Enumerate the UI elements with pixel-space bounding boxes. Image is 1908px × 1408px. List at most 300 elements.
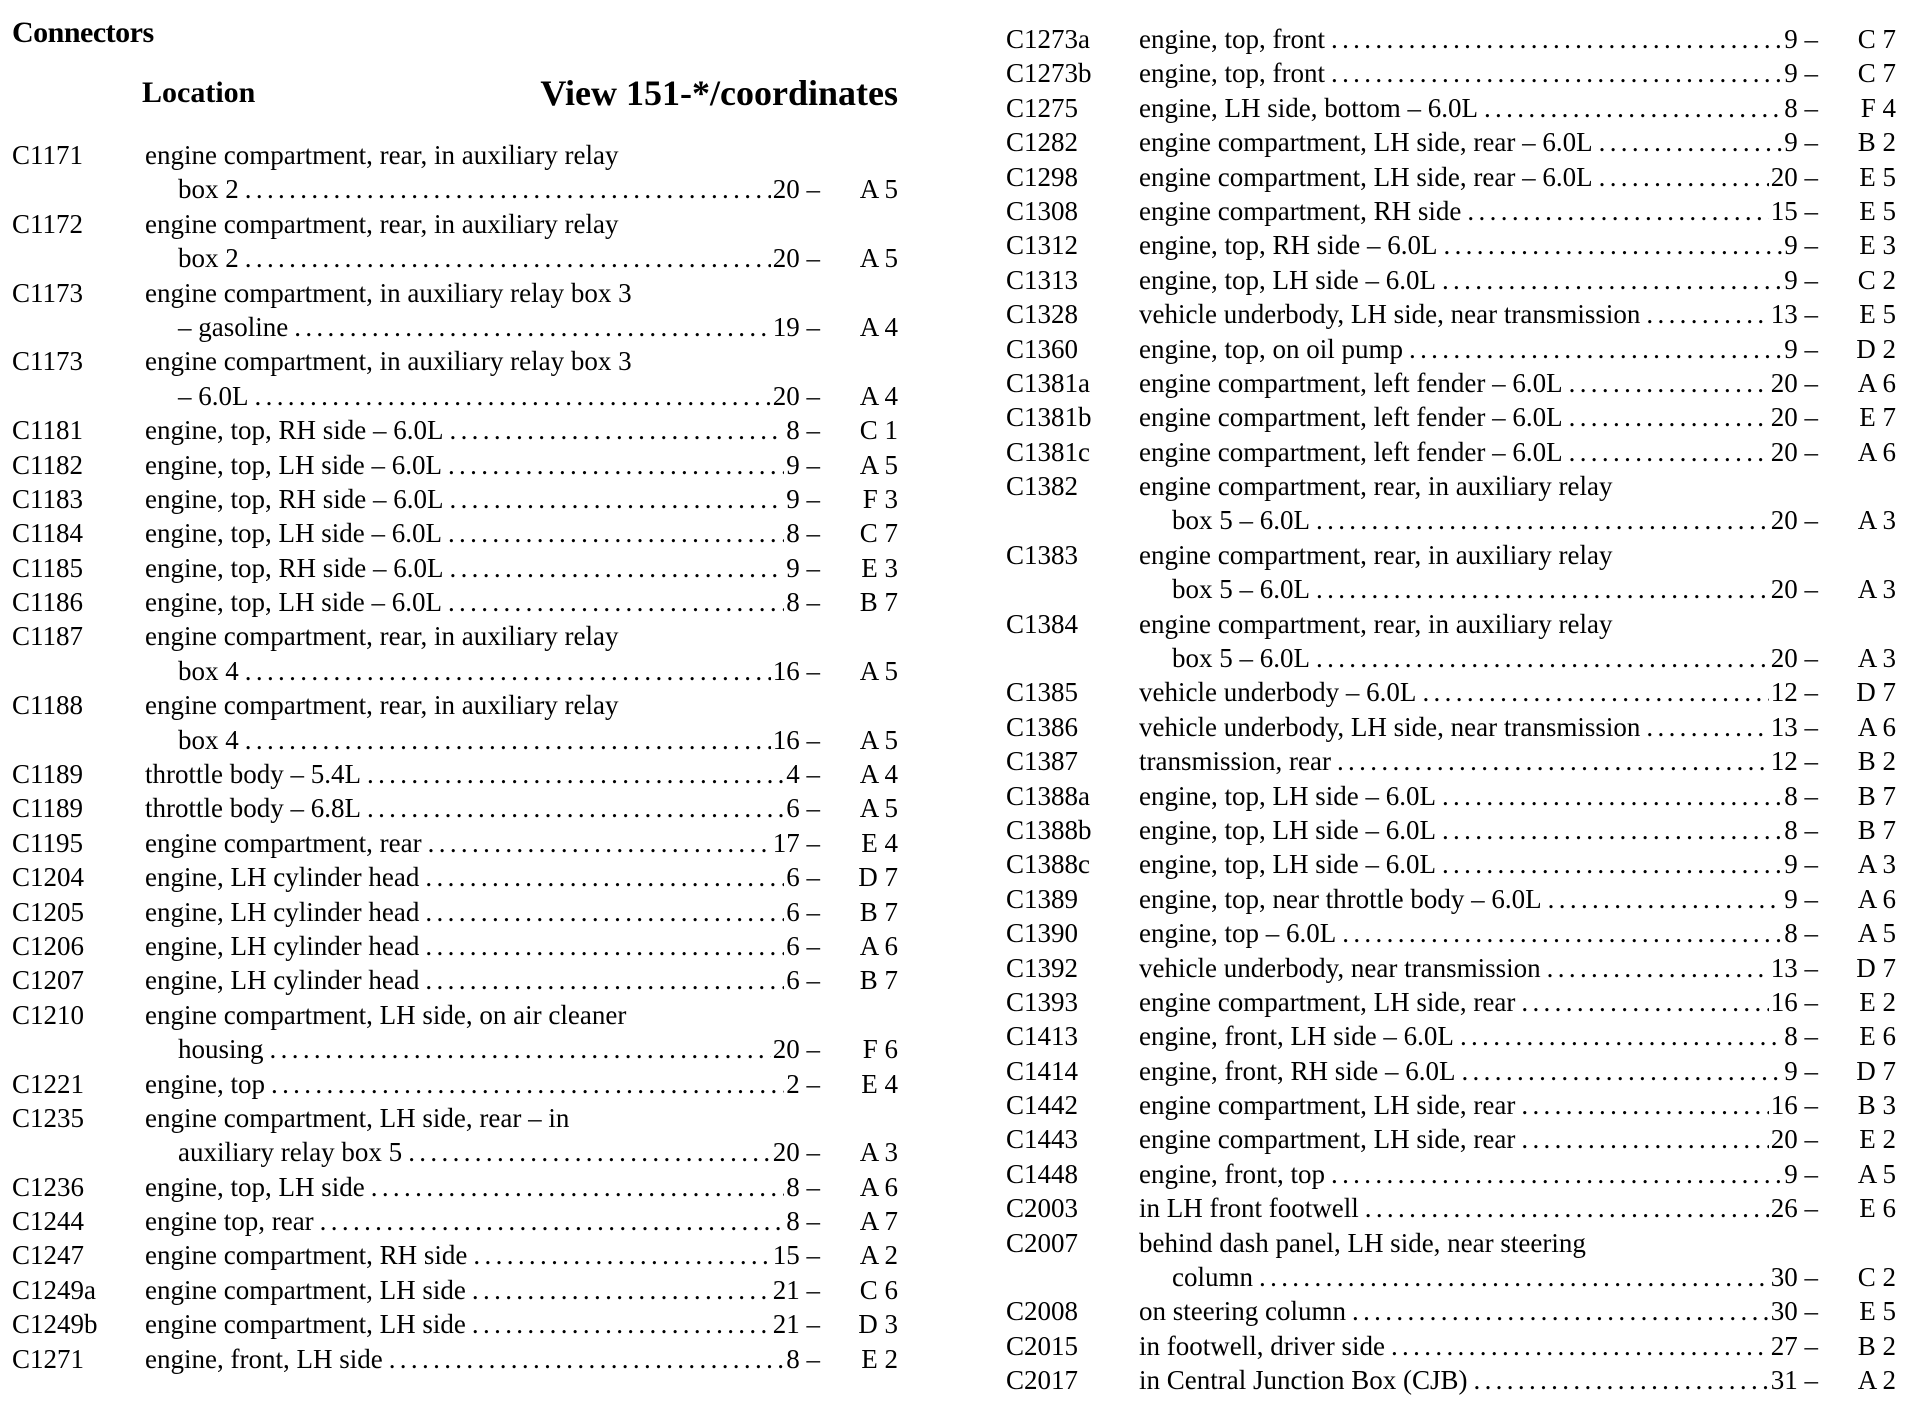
connector-code: C1298: [1006, 161, 1079, 192]
table-row: [12, 207, 898, 241]
location-text: engine compartment, rear, in auxiliary relay: [1139, 471, 1613, 502]
location-text: engine, top, LH side – 6.0L: [1139, 264, 1436, 295]
location-text: engine, front, top: [1139, 1158, 1325, 1189]
location-cell: [1139, 56, 1782, 90]
dot-leader: [1316, 572, 1769, 606]
location-text: engine, top, LH side – 6.0L: [1139, 780, 1436, 811]
dot-leader: [1409, 332, 1782, 366]
table-row: [12, 482, 898, 516]
location-text: throttle body – 5.4L: [145, 759, 361, 790]
location-text: engine compartment, left fender – 6.0L: [1139, 436, 1563, 467]
dot-leader: [1460, 1019, 1782, 1053]
table-row: [1006, 916, 1896, 950]
grid-coordinate: A 6: [1857, 367, 1896, 398]
view-number: 6 –: [786, 896, 820, 927]
grid-coordinate: A 4: [859, 380, 898, 411]
table-row: [1006, 675, 1896, 709]
table-row: [1006, 263, 1896, 297]
connector-code: C1275: [1006, 92, 1079, 123]
grid-coordinate: A 3: [859, 1137, 898, 1168]
dot-leader: [448, 585, 784, 619]
location-text: engine, LH cylinder head: [145, 965, 420, 996]
location-text: engine, top – 6.0L: [1139, 918, 1337, 949]
view-number: 2 –: [786, 1068, 820, 1099]
table-row: [12, 654, 898, 688]
connector-code: C1392: [1006, 952, 1079, 983]
view-number: 20 –: [1770, 574, 1818, 605]
dot-leader: [245, 241, 771, 275]
view-number: 20 –: [772, 1137, 820, 1168]
view-number: 8 –: [786, 1206, 820, 1237]
grid-coordinate: A 2: [1857, 1365, 1896, 1396]
location-text: engine, top, LH side – 6.0L: [1139, 849, 1436, 880]
grid-coordinate: E 2: [861, 1343, 898, 1374]
dot-leader: [245, 654, 771, 688]
dot-leader: [1331, 22, 1782, 56]
location-cell: [1139, 503, 1769, 537]
location-cell: [1139, 194, 1769, 228]
location-cell: [145, 516, 784, 550]
connector-code: C1207: [12, 965, 85, 996]
table-row: [1006, 332, 1896, 366]
location-cell: [1139, 228, 1782, 262]
view-number: 20 –: [1770, 1124, 1818, 1155]
grid-coordinate: E 3: [861, 552, 898, 583]
view-number: 9 –: [1784, 1055, 1818, 1086]
grid-coordinate: A 5: [859, 655, 898, 686]
table-row: [12, 1342, 898, 1376]
dot-leader: [367, 791, 784, 825]
connector-list-left: [12, 138, 898, 1376]
grid-coordinate: A 6: [1857, 711, 1896, 742]
view-number: 6 –: [786, 793, 820, 824]
location-cell: [145, 654, 771, 688]
dot-leader: [1422, 675, 1768, 709]
dot-leader: [449, 551, 784, 585]
connector-code: C1249b: [12, 1309, 98, 1340]
connector-list-right: [1006, 22, 1896, 1398]
view-number: 9 –: [786, 449, 820, 480]
location-cell: [1139, 297, 1769, 331]
connector-code: C1386: [1006, 711, 1079, 742]
grid-coordinate: A 7: [859, 1206, 898, 1237]
grid-coordinate: C 7: [1857, 58, 1896, 89]
location-cell: [145, 1067, 784, 1101]
location-cell: [1139, 160, 1769, 194]
table-row: [1006, 607, 1896, 641]
view-number: 8 –: [786, 518, 820, 549]
grid-coordinate: E 3: [1859, 230, 1896, 261]
location-text: engine compartment, LH side, on air cleaner: [145, 999, 627, 1030]
table-row: [1006, 228, 1896, 262]
connector-code: C1189: [12, 759, 84, 790]
table-row: [1006, 1088, 1896, 1122]
location-text: engine compartment, left fender – 6.0L: [1139, 402, 1563, 433]
grid-coordinate: E 4: [861, 827, 898, 858]
grid-coordinate: A 5: [859, 174, 898, 205]
location-text: box 4: [178, 655, 239, 686]
dot-leader: [371, 1170, 785, 1204]
connector-code: C1171: [12, 139, 84, 170]
grid-coordinate: E 7: [1859, 402, 1896, 433]
view-number: 15 –: [1770, 195, 1818, 226]
location-text: vehicle underbody, near transmission: [1139, 952, 1541, 983]
view-number: 26 –: [1770, 1193, 1818, 1224]
dot-leader: [1569, 400, 1769, 434]
location-text: engine, top, LH side – 6.0L: [145, 587, 442, 618]
grid-coordinate: A 5: [859, 793, 898, 824]
location-text: box 4: [178, 724, 239, 755]
grid-coordinate: E 5: [1859, 161, 1896, 192]
view-number: 20 –: [1770, 643, 1818, 674]
location-text: engine, front, RH side – 6.0L: [1139, 1055, 1456, 1086]
view-number: 8 –: [1784, 1021, 1818, 1052]
location-cell: [145, 1238, 771, 1272]
location-text: engine compartment, left fender – 6.0L: [1139, 367, 1563, 398]
dot-leader: [425, 963, 784, 997]
location-cell: [1139, 125, 1782, 159]
view-number: 9 –: [1784, 849, 1818, 880]
location-text: engine, top, front: [1139, 58, 1325, 89]
grid-coordinate: E 5: [1859, 299, 1896, 330]
table-row: [12, 998, 898, 1032]
view-number: 9 –: [1784, 230, 1818, 261]
table-row: [1006, 1054, 1896, 1088]
dot-leader: [255, 379, 771, 413]
view-number: 9 –: [1784, 883, 1818, 914]
location-text: engine, LH side, bottom – 6.0L: [1139, 92, 1478, 123]
view-number: 15 –: [772, 1240, 820, 1271]
view-number: 16 –: [1770, 1090, 1818, 1121]
connector-code: C1328: [1006, 299, 1079, 330]
table-row: [1006, 91, 1896, 125]
dot-leader: [472, 1307, 771, 1341]
grid-coordinate: E 6: [1859, 1021, 1896, 1052]
location-cell: [145, 826, 771, 860]
dot-leader: [320, 1204, 785, 1238]
view-number: 21 –: [772, 1309, 820, 1340]
connector-code: C1273a: [1006, 23, 1090, 54]
grid-coordinate: C 7: [1857, 23, 1896, 54]
location-cell: [145, 172, 771, 206]
connector-code: C1188: [12, 690, 84, 721]
location-cell: [1139, 1157, 1782, 1191]
view-number: 20 –: [1770, 161, 1818, 192]
location-cell: [145, 310, 771, 344]
grid-coordinate: E 6: [1859, 1193, 1896, 1224]
table-row: [1006, 435, 1896, 469]
view-number: 13 –: [1770, 299, 1818, 330]
location-cell: [1139, 641, 1769, 675]
location-text: engine compartment, rear, in auxiliary relay: [1139, 539, 1613, 570]
view-number: 9 –: [786, 552, 820, 583]
location-text: engine compartment, LH side: [145, 1309, 466, 1340]
table-row: [12, 826, 898, 860]
location-text: engine compartment, LH side, rear – 6.0L: [1139, 161, 1593, 192]
location-cell: [145, 929, 784, 963]
connector-code: C1388a: [1006, 780, 1090, 811]
location-text: engine compartment, rear, in auxiliary relay: [145, 621, 619, 652]
connector-code: C1184: [12, 518, 84, 549]
location-header: Location: [142, 76, 256, 109]
grid-coordinate: A 5: [1857, 918, 1896, 949]
table-row: [12, 895, 898, 929]
view-number: 13 –: [1770, 952, 1818, 983]
connector-code: C1312: [1006, 230, 1079, 261]
view-number: 8 –: [786, 1171, 820, 1202]
grid-coordinate: E 4: [861, 1068, 898, 1099]
location-cell: [1139, 1122, 1769, 1156]
table-row: [1006, 1329, 1896, 1363]
connector-code: C1448: [1006, 1158, 1079, 1189]
dot-leader: [428, 826, 771, 860]
connector-code: C1382: [1006, 471, 1079, 502]
connector-code: C1210: [12, 999, 85, 1030]
connector-code: C1387: [1006, 746, 1079, 777]
location-cell: [145, 585, 784, 619]
dot-leader: [1521, 1122, 1768, 1156]
connector-code: C1183: [12, 483, 84, 514]
dot-leader: [1547, 951, 1769, 985]
connector-code: C1360: [1006, 333, 1079, 364]
location-cell: [145, 860, 784, 894]
dot-leader: [1569, 366, 1769, 400]
table-row: [1006, 160, 1896, 194]
location-cell: [145, 448, 784, 482]
connector-code: C1182: [12, 449, 84, 480]
table-row: [1006, 572, 1896, 606]
connector-code: C1187: [12, 621, 84, 652]
table-row: [12, 1135, 898, 1169]
location-text: engine, top, LH side: [145, 1171, 365, 1202]
connector-code: C1236: [12, 1171, 85, 1202]
view-number: 8 –: [1784, 918, 1818, 949]
connector-code: C2015: [1006, 1330, 1079, 1361]
view-number: 8 –: [1784, 92, 1818, 123]
connector-code: C1381c: [1006, 436, 1090, 467]
view-number: 9 –: [1784, 127, 1818, 158]
location-cell: [1139, 1294, 1769, 1328]
table-row: [12, 1067, 898, 1101]
grid-coordinate: A 3: [1857, 505, 1896, 536]
dot-leader: [425, 860, 784, 894]
dot-leader: [1548, 882, 1783, 916]
dot-leader: [245, 172, 771, 206]
table-row: [1006, 779, 1896, 813]
grid-coordinate: B 2: [1857, 127, 1896, 158]
view-number: 12 –: [1770, 677, 1818, 708]
location-cell: [145, 791, 784, 825]
table-row: [1006, 297, 1896, 331]
table-row: [1006, 985, 1896, 1019]
connector-code: C1173: [12, 346, 84, 377]
table-row: [1006, 1157, 1896, 1191]
location-cell: [1139, 572, 1769, 606]
connector-code: C1244: [12, 1206, 85, 1237]
connector-code: C1247: [12, 1240, 85, 1271]
view-number: 8 –: [786, 1343, 820, 1374]
grid-coordinate: C 2: [1857, 1262, 1896, 1293]
view-number: 16 –: [772, 655, 820, 686]
table-row: [12, 516, 898, 550]
dot-leader: [294, 310, 771, 344]
location-text: engine compartment, LH side, rear – 6.0L: [1139, 127, 1593, 158]
dot-leader: [245, 723, 771, 757]
connector-code: C1205: [12, 896, 85, 927]
location-cell: [1139, 1260, 1769, 1294]
view-number: 16 –: [1770, 986, 1818, 1017]
dot-leader: [1259, 1260, 1769, 1294]
table-row: [12, 757, 898, 791]
location-cell: [1139, 916, 1782, 950]
location-cell: [145, 241, 771, 275]
view-number: 20 –: [772, 174, 820, 205]
connector-code: C1273b: [1006, 58, 1092, 89]
table-row: [1006, 1226, 1896, 1260]
location-text: engine compartment, RH side: [1139, 195, 1462, 226]
table-row: [12, 344, 898, 378]
connector-code: C2008: [1006, 1296, 1079, 1327]
dot-leader: [408, 1135, 771, 1169]
location-text: engine compartment, LH side, rear: [1139, 1090, 1516, 1121]
view-number: 8 –: [786, 415, 820, 446]
connector-code: C1414: [1006, 1055, 1079, 1086]
view-number: 12 –: [1770, 746, 1818, 777]
dot-leader: [448, 516, 784, 550]
location-text: engine, top, LH side – 6.0L: [145, 449, 442, 480]
location-cell: [1139, 951, 1769, 985]
grid-coordinate: B 7: [859, 896, 898, 927]
table-row: [12, 241, 898, 275]
dot-leader: [271, 1067, 784, 1101]
table-row: [1006, 710, 1896, 744]
location-text: engine, top, RH side – 6.0L: [1139, 230, 1438, 261]
location-text: vehicle underbody, LH side, near transmission: [1139, 711, 1641, 742]
connector-code: C1235: [12, 1102, 85, 1133]
grid-coordinate: B 7: [1857, 780, 1896, 811]
grid-coordinate: D 2: [1856, 333, 1896, 364]
connector-code: C1313: [1006, 264, 1079, 295]
table-row: [12, 138, 898, 172]
table-row: [12, 1273, 898, 1307]
location-cell: [1139, 744, 1769, 778]
table-row: [12, 1170, 898, 1204]
location-cell: [145, 379, 771, 413]
connector-code: C1271: [12, 1343, 85, 1374]
location-cell: [145, 963, 784, 997]
view-number: 9 –: [1784, 23, 1818, 54]
dot-leader: [1365, 1191, 1769, 1225]
view-number: 20 –: [1770, 505, 1818, 536]
grid-coordinate: A 5: [859, 243, 898, 274]
dot-leader: [1442, 813, 1782, 847]
location-text: engine compartment, rear, in auxiliary relay: [145, 139, 619, 170]
grid-coordinate: A 5: [859, 449, 898, 480]
dot-leader: [1443, 228, 1782, 262]
grid-coordinate: A 5: [859, 724, 898, 755]
view-number: 17 –: [772, 827, 820, 858]
connector-code: C1181: [12, 415, 84, 446]
dot-leader: [1521, 985, 1768, 1019]
grid-coordinate: F 4: [1860, 92, 1896, 123]
view-number: 13 –: [1770, 711, 1818, 742]
location-text: box 5 – 6.0L: [1172, 574, 1310, 605]
location-text: engine compartment, in auxiliary relay box 3: [145, 277, 632, 308]
connector-code: C1204: [12, 862, 85, 893]
grid-coordinate: D 7: [1856, 1055, 1896, 1086]
location-cell: [1139, 22, 1782, 56]
table-row: [1006, 951, 1896, 985]
location-cell: [1139, 435, 1769, 469]
grid-coordinate: A 2: [859, 1240, 898, 1271]
grid-coordinate: A 6: [859, 930, 898, 961]
location-cell: [145, 413, 784, 447]
location-cell: [145, 895, 784, 929]
view-number: 9 –: [1784, 58, 1818, 89]
view-number: 21 –: [772, 1274, 820, 1305]
table-row: [1006, 882, 1896, 916]
dot-leader: [425, 895, 784, 929]
dot-leader: [1599, 160, 1769, 194]
location-cell: [1139, 1363, 1769, 1397]
grid-coordinate: B 2: [1857, 1330, 1896, 1361]
location-text: engine compartment, rear, in auxiliary relay: [145, 690, 619, 721]
location-text: engine compartment, LH side, rear – in: [145, 1102, 570, 1133]
grid-coordinate: E 2: [1859, 986, 1896, 1017]
location-text: engine compartment, rear, in auxiliary relay: [1139, 608, 1613, 639]
dot-leader: [449, 482, 784, 516]
location-text: engine compartment, LH side, rear: [1139, 1124, 1516, 1155]
view-number: 8 –: [1784, 780, 1818, 811]
grid-coordinate: C 2: [1857, 264, 1896, 295]
location-text: – 6.0L: [178, 380, 249, 411]
connector-code: C1221: [12, 1068, 85, 1099]
connector-code: C1388c: [1006, 849, 1090, 880]
dot-leader: [1442, 847, 1782, 881]
view-number: 9 –: [786, 483, 820, 514]
dot-leader: [1316, 641, 1769, 675]
table-row: [12, 448, 898, 482]
view-number: 20 –: [772, 380, 820, 411]
table-row: [12, 929, 898, 963]
grid-coordinate: A 6: [1857, 883, 1896, 914]
dot-leader: [1599, 125, 1783, 159]
location-text: engine compartment, rear, in auxiliary relay: [145, 208, 619, 239]
dot-leader: [1316, 503, 1769, 537]
location-text: box 5 – 6.0L: [1172, 643, 1310, 674]
table-row: [12, 723, 898, 757]
table-row: [1006, 847, 1896, 881]
view-number: 31 –: [1770, 1365, 1818, 1396]
location-cell: [1139, 710, 1769, 744]
location-cell: [1139, 400, 1769, 434]
grid-coordinate: A 3: [1857, 849, 1896, 880]
location-text: engine top, rear: [145, 1206, 314, 1237]
table-row: [12, 1032, 898, 1066]
location-cell: [145, 1273, 771, 1307]
connector-code: C1186: [12, 587, 84, 618]
location-text: in Central Junction Box (CJB): [1139, 1365, 1468, 1396]
table-row: [12, 276, 898, 310]
connector-code: C1443: [1006, 1124, 1079, 1155]
location-text: engine, front, LH side – 6.0L: [1139, 1021, 1454, 1052]
location-cell: [1139, 91, 1782, 125]
view-number: 6 –: [786, 965, 820, 996]
table-row: [1006, 194, 1896, 228]
dot-leader: [389, 1342, 785, 1376]
grid-coordinate: F 6: [862, 1034, 898, 1065]
dot-leader: [1646, 297, 1768, 331]
